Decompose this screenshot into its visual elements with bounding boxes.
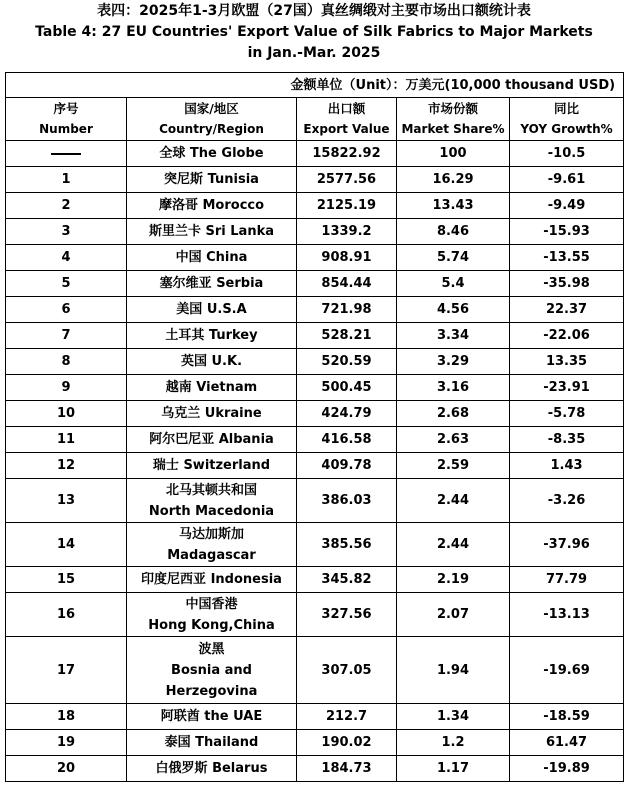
header-share-en: Market Share%: [401, 122, 505, 136]
cell-yoy: 1.43: [510, 453, 624, 479]
unit-label: 金额单位（Unit）：万美元(10,000 thousand USD): [6, 73, 624, 98]
country-line-en: Madagascar: [167, 547, 256, 563]
cell-number: 18: [6, 704, 127, 730]
cell-number: 4: [6, 245, 127, 271]
table-row: [6, 704, 624, 730]
cell-number: 2: [6, 193, 127, 219]
cell-yoy: -13.13: [510, 593, 624, 637]
cell-yoy: -35.98: [510, 271, 624, 297]
table-row: [6, 219, 624, 245]
title-chinese: 表四：2025年1-3月欧盟（27国）真丝绸缎对主要市场出口额统计表: [97, 3, 531, 19]
cell-number: 5: [6, 271, 127, 297]
country-line-en: Hong Kong,China: [148, 617, 275, 633]
cell-country: 阿尔巴尼亚 Albania: [127, 427, 297, 453]
cell-share: 13.43: [397, 193, 510, 219]
cell-share: 2.63: [397, 427, 510, 453]
cell-share: 3.34: [397, 323, 510, 349]
cell-share: 2.68: [397, 401, 510, 427]
header-value-en: Export Value: [303, 122, 390, 136]
cell-yoy: -3.26: [510, 479, 624, 523]
country-line-en: Bosnia and: [171, 662, 252, 678]
cell-share: 2.19: [397, 567, 510, 593]
cell-country: 塞尔维亚 Serbia: [127, 271, 297, 297]
cell-number: 20: [6, 756, 127, 782]
table-row: [6, 730, 624, 756]
cell-country: 英国 U.K.: [127, 349, 297, 375]
cell-country: 突尼斯 Tunisia: [127, 167, 297, 193]
table-row: [6, 756, 624, 782]
table-row: [6, 323, 624, 349]
cell-share: 8.46: [397, 219, 510, 245]
cell-yoy: -5.78: [510, 401, 624, 427]
cell-value: 416.58: [297, 427, 397, 453]
cell-number: 15: [6, 567, 127, 593]
cell-number: 7: [6, 323, 127, 349]
table-row: [6, 349, 624, 375]
cell-country: [127, 593, 297, 637]
cell-yoy: -10.5: [510, 141, 624, 167]
table-row: [6, 523, 624, 567]
header-market-share: [397, 98, 510, 141]
cell-country: 全球 The Globe: [127, 141, 297, 167]
cell-country: [127, 637, 297, 704]
cell-number: 6: [6, 297, 127, 323]
cell-yoy: -13.55: [510, 245, 624, 271]
cell-country: 土耳其 Turkey: [127, 323, 297, 349]
table-row: [6, 453, 624, 479]
header-country-cn: 国家/地区: [184, 101, 239, 116]
cell-value: 854.44: [297, 271, 397, 297]
cell-number: 12: [6, 453, 127, 479]
cell-share: 16.29: [397, 167, 510, 193]
country-line-cn: 马达加斯加: [178, 526, 244, 542]
cell-number: [6, 141, 127, 167]
header-share-cn: 市场份额: [427, 101, 478, 116]
cell-value: 15822.92: [297, 141, 397, 167]
table-row: [6, 637, 624, 704]
cell-share: 1.17: [397, 756, 510, 782]
cell-yoy: 22.37: [510, 297, 624, 323]
cell-yoy: -23.91: [510, 375, 624, 401]
header-yoy: [510, 98, 624, 141]
cell-country: 乌克兰 Ukraine: [127, 401, 297, 427]
cell-number: 14: [6, 523, 127, 567]
cell-value: 327.56: [297, 593, 397, 637]
cell-value: 190.02: [297, 730, 397, 756]
table-row: [6, 375, 624, 401]
header-row: [6, 98, 624, 141]
cell-value: 721.98: [297, 297, 397, 323]
cell-country: [127, 523, 297, 567]
cell-value: 908.91: [297, 245, 397, 271]
cell-yoy: -19.69: [510, 637, 624, 704]
cell-country: 中国 China: [127, 245, 297, 271]
cell-share: 1.34: [397, 704, 510, 730]
cell-yoy: -9.49: [510, 193, 624, 219]
cell-number: 17: [6, 637, 127, 704]
cell-share: 3.29: [397, 349, 510, 375]
table-row: [6, 167, 624, 193]
cell-yoy: -15.93: [510, 219, 624, 245]
cell-number: 13: [6, 479, 127, 523]
header-country: [127, 98, 297, 141]
cell-value: 184.73: [297, 756, 397, 782]
cell-share: 1.2: [397, 730, 510, 756]
cell-value: 1339.2: [297, 219, 397, 245]
header-export-value: [297, 98, 397, 141]
cell-share: 2.44: [397, 523, 510, 567]
cell-share: 5.74: [397, 245, 510, 271]
table-row: [6, 271, 624, 297]
country-line-en: North Macedonia: [148, 503, 275, 519]
table-wrapper: [5, 72, 623, 782]
cell-value: 528.21: [297, 323, 397, 349]
cell-number: 9: [6, 375, 127, 401]
cell-country: 泰国 Thailand: [127, 730, 297, 756]
table-row-globe: [6, 141, 624, 167]
cell-yoy: -9.61: [510, 167, 624, 193]
cell-country: 阿联酋 the UAE: [127, 704, 297, 730]
cell-yoy: -22.06: [510, 323, 624, 349]
cell-number: 11: [6, 427, 127, 453]
header-yoy-en: YOY Growth%: [520, 122, 613, 136]
cell-share: 5.4: [397, 271, 510, 297]
cell-country: [127, 479, 297, 523]
header-value-cn: 出口额: [327, 101, 366, 116]
cell-country: 越南 Vietnam: [127, 375, 297, 401]
header-country-en: Country/Region: [159, 122, 264, 136]
table-row: [6, 193, 624, 219]
cell-value: 386.03: [297, 479, 397, 523]
cell-share: 2.59: [397, 453, 510, 479]
cell-number: 1: [6, 167, 127, 193]
table-row: [6, 401, 624, 427]
country-line-cn: 中国香港: [185, 596, 238, 612]
table-row: [6, 297, 624, 323]
dash-mark: [51, 153, 81, 155]
table-row: [6, 593, 624, 637]
cell-number: 3: [6, 219, 127, 245]
header-number-en: Number: [39, 122, 93, 136]
country-line-cn: 波黑: [198, 641, 225, 657]
country-line-cn: 北马其顿共和国: [165, 482, 257, 498]
cell-value: 500.45: [297, 375, 397, 401]
title-block: [0, 1, 628, 64]
cell-value: 424.79: [297, 401, 397, 427]
cell-number: 8: [6, 349, 127, 375]
cell-yoy: 61.47: [510, 730, 624, 756]
cell-share: 2.07: [397, 593, 510, 637]
header-yoy-cn: 同比: [554, 101, 580, 116]
cell-yoy: -19.89: [510, 756, 624, 782]
table-row: [6, 567, 624, 593]
cell-country: 印度尼西亚 Indonesia: [127, 567, 297, 593]
cell-value: 212.7: [297, 704, 397, 730]
cell-country: 瑞士 Switzerland: [127, 453, 297, 479]
cell-yoy: 77.79: [510, 567, 624, 593]
cell-country: 白俄罗斯 Belarus: [127, 756, 297, 782]
cell-yoy: 13.35: [510, 349, 624, 375]
cell-value: 2125.19: [297, 193, 397, 219]
header-number-cn: 序号: [53, 101, 79, 116]
table-row: [6, 245, 624, 271]
title-english-period: in Jan.-Mar. 2025: [247, 45, 381, 61]
cell-value: 345.82: [297, 567, 397, 593]
cell-share: 4.56: [397, 297, 510, 323]
cell-country: 美国 U.S.A: [127, 297, 297, 323]
cell-number: 10: [6, 401, 127, 427]
cell-number: 19: [6, 730, 127, 756]
cell-share: 100: [397, 141, 510, 167]
cell-country: 摩洛哥 Morocco: [127, 193, 297, 219]
cell-yoy: -18.59: [510, 704, 624, 730]
header-number: [6, 98, 127, 141]
cell-value: 409.78: [297, 453, 397, 479]
cell-yoy: -37.96: [510, 523, 624, 567]
country-line-en-2: Herzegovina: [165, 683, 258, 699]
cell-country: 斯里兰卡 Sri Lanka: [127, 219, 297, 245]
title-english: Table 4: 27 EU Countries' Export Value of Silk Fabrics to Major Markets: [35, 24, 593, 40]
cell-number: 16: [6, 593, 127, 637]
table-row: [6, 427, 624, 453]
cell-share: 3.16: [397, 375, 510, 401]
cell-share: 1.94: [397, 637, 510, 704]
export-table: [5, 72, 624, 782]
cell-value: 307.05: [297, 637, 397, 704]
table-row: [6, 479, 624, 523]
cell-yoy: -8.35: [510, 427, 624, 453]
cell-value: 520.59: [297, 349, 397, 375]
cell-value: 385.56: [297, 523, 397, 567]
cell-share: 2.44: [397, 479, 510, 523]
cell-value: 2577.56: [297, 167, 397, 193]
